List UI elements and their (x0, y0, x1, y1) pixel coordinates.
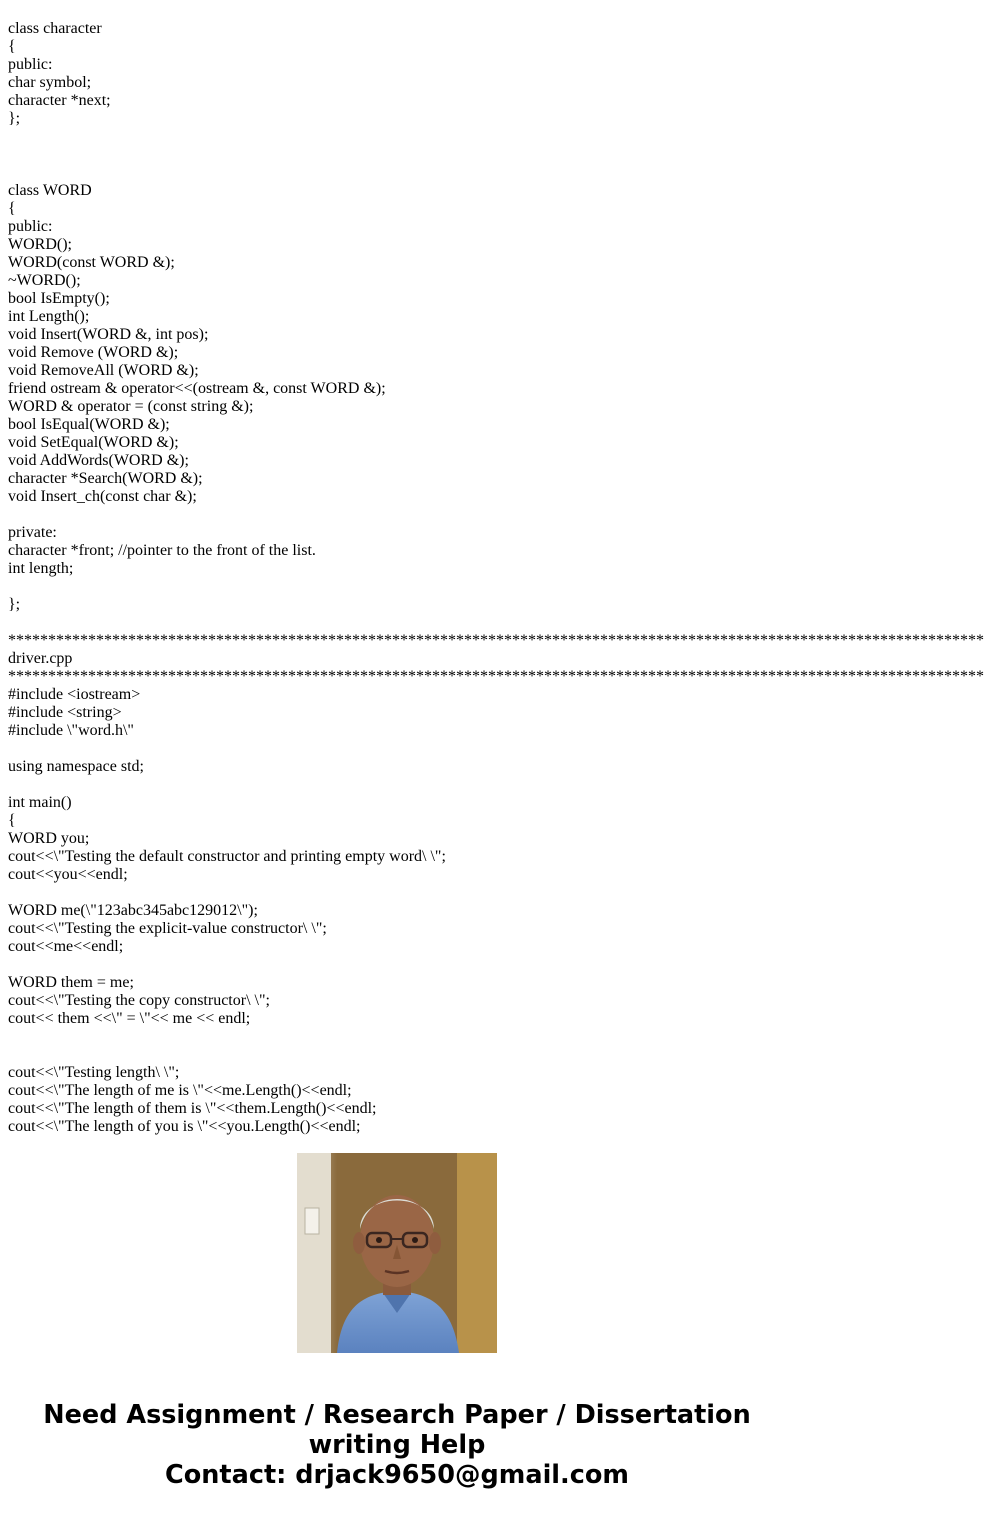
code-line: int main() (8, 794, 72, 811)
code-line: cout<<\"The length of me is \"<<me.Length()<<endl; (8, 1082, 352, 1099)
code-line (8, 578, 794, 596)
code-line: WORD(const WORD &); (8, 254, 175, 271)
code-line: void Remove (WORD &); (8, 344, 179, 361)
code-line: void RemoveAll (WORD &); (8, 362, 199, 379)
code-lines (8, 20, 984, 1136)
code-line: WORD you; (8, 830, 90, 847)
code-line: int length; (8, 560, 74, 577)
code-line: #include \"word.h\" (8, 722, 134, 739)
code-line: WORD them = me; (8, 974, 134, 991)
code-line: bool IsEmpty(); (8, 290, 110, 307)
code-line: void Insert_ch(const char &); (8, 488, 197, 505)
code-line: public: (8, 56, 53, 73)
code-line: ~WORD(); (8, 272, 81, 289)
code-line (8, 164, 794, 182)
code-line: WORD me(\"123abc345abc129012\"); (8, 902, 258, 919)
code-line: character *front; //pointer to the front of the list. (8, 542, 316, 559)
code-line (8, 1046, 794, 1064)
code-line: using namespace std; (8, 758, 144, 775)
code-line: cout<<\"Testing length\ \"; (8, 1064, 180, 1081)
code-line: { (8, 38, 16, 55)
code-line: cout<<me<<endl; (8, 938, 124, 955)
code-line: class WORD (8, 182, 92, 199)
code-line: int Length(); (8, 308, 90, 325)
code-line (8, 884, 794, 902)
code-line (8, 506, 794, 524)
code-line: #include <string> (8, 704, 122, 721)
code-line: cout<<you<<endl; (8, 866, 128, 883)
promo-line-1: Need Assignment / Research Paper / Dissertation (43, 1400, 751, 1430)
code-line: friend ostream & operator<<(ostream &, const WORD &); (8, 380, 386, 397)
code-line (8, 1028, 794, 1046)
code-line: character *Search(WORD &); (8, 470, 203, 487)
code-line: ************************************************************************************************************************** (8, 632, 984, 649)
code-line (8, 956, 794, 974)
code-line (8, 614, 794, 632)
code-line: bool IsEqual(WORD &); (8, 416, 170, 433)
promo-contact: Contact: drjack9650@gmail.com (165, 1460, 629, 1490)
code-line: private: (8, 524, 57, 541)
code-line: { (8, 200, 16, 217)
code-line (8, 128, 794, 146)
code-line: }; (8, 596, 21, 613)
code-line: cout<<\"Testing the explicit-value constructor\ \"; (8, 920, 327, 937)
avatar (297, 1153, 497, 1353)
code-line: cout<<\"Testing the default constructor and printing empty word\ \"; (8, 848, 446, 865)
code-line: cout<<\"Testing the copy constructor\ \"; (8, 992, 270, 1009)
code-line: WORD(); (8, 236, 72, 253)
code-line: #include <iostream> (8, 686, 141, 703)
code-line: void SetEqual(WORD &); (8, 434, 179, 451)
code-line (8, 146, 794, 164)
code-line (8, 740, 794, 758)
code-line: { (8, 812, 16, 829)
code-line: driver.cpp (8, 650, 73, 667)
code-line: char symbol; (8, 74, 92, 91)
code-line: character *next; (8, 92, 111, 109)
code-line: void AddWords(WORD &); (8, 452, 189, 469)
promo-line-2: writing Help (308, 1430, 486, 1460)
code-line: ************************************************************************************************************************** (8, 668, 984, 685)
code-line: WORD & operator = (const string &); (8, 398, 254, 415)
promo-banner (0, 1400, 794, 1490)
code-line: class character (8, 20, 102, 37)
code-line: cout<<\"The length of them is \"<<them.Length()<<endl; (8, 1100, 377, 1117)
code-line: public: (8, 218, 53, 235)
code-line: }; (8, 110, 21, 127)
code-line: cout<<\"The length of you is \"<<you.Length()<<endl; (8, 1118, 361, 1135)
code-line: void Insert(WORD &, int pos); (8, 326, 209, 343)
code-line (8, 776, 794, 794)
code-line: cout<< them <<\" = \"<< me << endl; (8, 1010, 251, 1027)
